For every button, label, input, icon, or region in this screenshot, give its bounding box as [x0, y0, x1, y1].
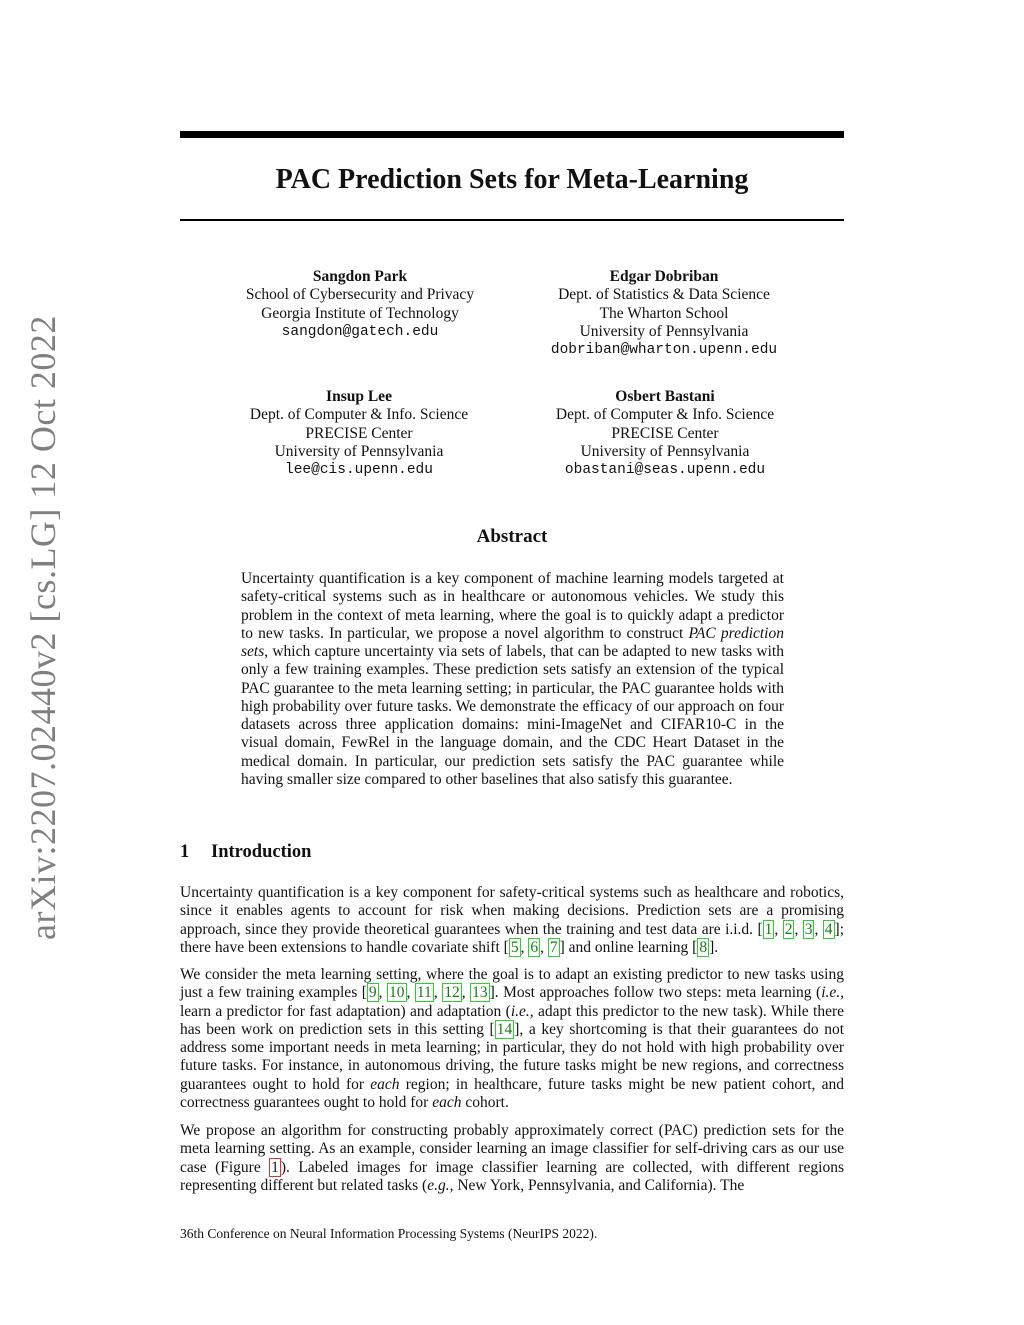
citation-link[interactable]: 6	[530, 938, 539, 956]
paragraph-text: cohort.	[461, 1093, 509, 1111]
author-affiliation: Dept. of Computer & Info. Science	[249, 406, 469, 424]
citation-link[interactable]: 12	[444, 984, 460, 1002]
citation-link[interactable]: 11	[416, 984, 432, 1002]
paragraph-text: We consider the meta learning setting, where the goal is to adapt an existing predictor to new tasks using just a few training examples [	[180, 966, 844, 1002]
author-name: Edgar Dobriban	[609, 268, 719, 285]
author-affiliation: The Wharton School	[599, 304, 729, 322]
author-email[interactable]: obastani@seas.upenn.edu	[564, 462, 766, 479]
paragraph-text: ], a key shortcoming is that their guarantees do not address some important needs in meta learning; in particular, they do not hold with high probability over future tasks. For instance, in autonomous driving, the future tasks might be new regions, and correctness guarantees ought to hold for	[180, 1020, 844, 1093]
citation-link[interactable]: 7	[549, 938, 558, 956]
paragraph-text: Uncertainty quantification is a key component for safety-critical systems such as healthcare and robotics, since it enables agents to account for risk when making decisions. Prediction sets are a promising approach, since they provide theoretical guarantees when the training and test data are i.i.d. [	[180, 884, 844, 938]
citation-link[interactable]: 10	[389, 984, 405, 1002]
author-name: Osbert Bastani	[615, 388, 715, 405]
author-affiliation: University of Pennsylvania	[274, 442, 444, 460]
author-block-sangdon-park	[210, 268, 510, 341]
citation-link[interactable]: 1	[764, 920, 773, 938]
author-name: Sangdon Park	[312, 268, 408, 285]
citation-link[interactable]: 3	[804, 920, 813, 938]
author-block-insup-lee	[209, 388, 509, 479]
author-affiliation: University of Pennsylvania	[580, 442, 750, 460]
author-block-edgar-dobriban	[514, 268, 814, 359]
author-email[interactable]: sangdon@gatech.edu	[281, 323, 439, 340]
conference-footnote: 36th Conference on Neural Information Processing Systems (NeurIPS 2022).	[180, 1226, 598, 1241]
italic-abbrev: i.e.,	[821, 984, 845, 1002]
italic-emphasis: each	[432, 1093, 462, 1111]
abstract-text-part: Uncertainty quantification is a key component of machine learning models targeted at safety-critical systems such as in healthcare or autonomous vehicles. We study this problem in the context of meta learning, where the goal is to quickly adapt a predictor to new tasks. In particular, we propose a novel algorithm to construct	[241, 570, 784, 642]
citation-link[interactable]: 2	[784, 920, 793, 938]
author-name: Insup Lee	[326, 388, 392, 405]
section-title: Introduction	[211, 842, 312, 862]
citation-link[interactable]: 4	[824, 920, 833, 938]
italic-abbrev: e.g.,	[427, 1176, 454, 1194]
author-affiliation: Dept. of Computer & Info. Science	[555, 406, 775, 424]
citation-link[interactable]: 5	[510, 938, 519, 956]
intro-paragraph-1: Uncertainty quantification is a key component for safety-critical systems such as healthcare and robotics, since it enables agents to account for risk when making decisions. Prediction sets are a promising approach, since they provide theoretical guarantees when the training and test data are i.i.d. [ 1 , 2 , 3 , 4 ]; there have been extensions to handle covariate shift [ 5 , 6 , 7 ] and online learning [ 8 ].	[180, 884, 844, 956]
abstract-text	[241, 570, 784, 789]
citation-link[interactable]: 9	[368, 984, 377, 1002]
author-affiliation: School of Cybersecurity and Privacy	[245, 286, 475, 304]
paragraph-text: ] and online learning [	[559, 938, 698, 956]
abstract-heading: Abstract	[476, 526, 548, 547]
title-rule-top	[180, 131, 844, 138]
section-number: 1	[180, 842, 190, 862]
citation-link[interactable]: 14	[496, 1020, 513, 1038]
paragraph-text: ]. Most approaches follow two steps: meta learning (	[489, 984, 822, 1002]
paragraph-text: New York, Pennsylvania, and California). The	[453, 1176, 745, 1194]
author-affiliation: Dept. of Statistics & Data Science	[558, 286, 770, 304]
paragraph-text: region; in healthcare, future tasks might be new patient cohort, and correctness guarantees ought to hold for	[180, 1075, 844, 1111]
author-affiliation: Georgia Institute of Technology	[261, 304, 459, 322]
paper-title: PAC Prediction Sets for Meta-Learning	[275, 164, 749, 195]
author-affiliation: University of Pennsylvania	[579, 322, 749, 340]
intro-paragraph-2: We consider the meta learning setting, where the goal is to adapt an existing predictor to new tasks using just a few training examples [ 9 , 10 , 11 , 12 , 13 ]. Most approaches follow two steps: meta learning (i.e., learn a predictor for fast adaptation) and adaptation (i.e., adapt this predictor to the new task). While there has been work on prediction sets in this setting [ 14 ], a key shortcoming is that their guarantees do not address some important needs in meta learning; in particular, they do not hold with high probability over future tasks. For instance, in autonomous driving, the future tasks might be new regions, and correctness guarantees ought to hold for each region; in healthcare, future tasks might be new patient cohort, and correctness guarantees ought to hold for each cohort.	[180, 966, 845, 1111]
citation-link[interactable]: 13	[472, 984, 488, 1002]
title-rule-bottom	[180, 219, 844, 221]
author-block-osbert-bastani	[515, 388, 815, 479]
figure-reference-link[interactable]: 1	[271, 1158, 279, 1176]
abstract-text-part: , which capture uncertainty via sets of labels, that can be adapted to new tasks with only a few training examples. These prediction sets satisfy an extension of the typical PAC guarantee to the meta learning setting; in particular, the PAC guarantee holds with high probability over future tasks. We demonstrate the efficacy of our approach on four datasets across three application domains: mini-ImageNet and CIFAR10-C in the visual domain, FewRel in the language domain, and the CDC Heart Dataset in the medical domain. In particular, our prediction sets satisfy the PAC guarantee while having smaller size compared to other baselines that also satisfy this guarantee.	[241, 643, 784, 788]
paragraph-text: We propose an algorithm for constructing probably approximately correct (PAC) prediction sets for the meta learning setting. As an example, consider learning an image classifier for self-driving cars as our use case (Figure	[180, 1122, 844, 1176]
abstract-emphasis-term: PAC prediction sets	[241, 624, 784, 660]
arxiv-identifier: arXiv:2207.02440v2 [cs.LG] 12 Oct 2022	[23, 315, 63, 940]
author-affiliation: PRECISE Center	[611, 424, 719, 442]
author-email[interactable]: dobriban@wharton.upenn.edu	[550, 342, 778, 359]
paragraph-text: ].	[709, 938, 719, 956]
section-heading-introduction	[180, 842, 311, 863]
author-affiliation: PRECISE Center	[305, 424, 413, 442]
paragraph-text: ]; there have been extensions to handle covariate shift [	[180, 920, 844, 956]
citation-link[interactable]: 8	[699, 938, 708, 956]
paragraph-text: adapt this predictor to the new task). While there has been work on prediction sets in this setting [	[180, 1002, 844, 1038]
italic-abbrev: i.e.,	[510, 1002, 534, 1020]
paragraph-text: learn a predictor for fast adaptation) and adaptation (	[180, 1002, 511, 1020]
author-email[interactable]: lee@cis.upenn.edu	[285, 462, 433, 479]
paragraph-text: ). Labeled images for image classifier learning are collected, with different regions representing different but related tasks (	[180, 1158, 844, 1194]
intro-paragraph-3	[180, 1122, 844, 1195]
italic-emphasis: each	[370, 1075, 400, 1093]
